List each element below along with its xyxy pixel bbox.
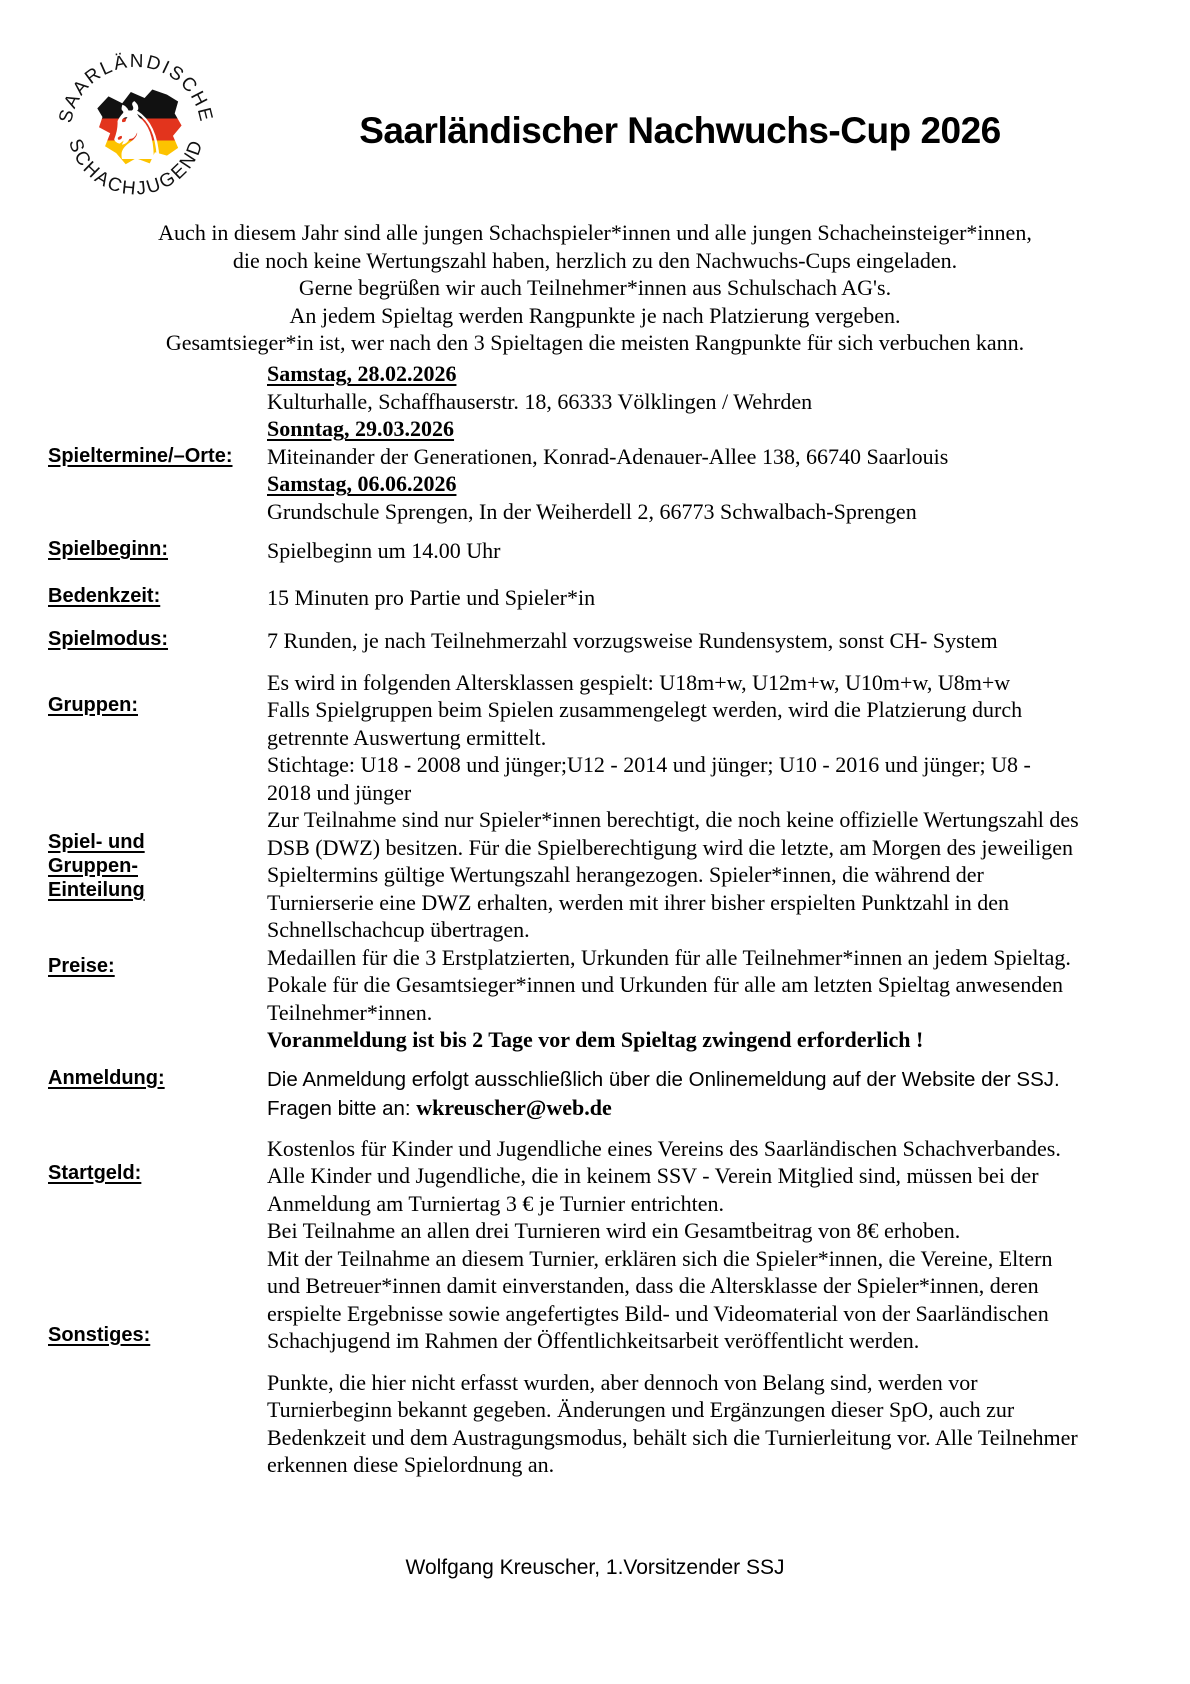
section-text: Medaillen für die 3 Erstplatzierten, Urkunden für alle Teilnehmer*innen an jedem Spieltag. Pokale für die Gesamtsieger*innen und Urkunden für alle am letzten Spieltag anwesenden Teilnehmer*innen. (267, 944, 1071, 1025)
section-text: Alle Kinder und Jugendliche, die in keinem SSV - Verein Mitglied sind, müssen bei der Anmeldung am Turniertag 3 € je Turnier entrichten. (267, 1163, 1039, 1216)
intro-line: Gerne begrüßen wir auch Teilnehmer*innen aus Schulschach AG's. (298, 275, 892, 301)
section-label: Gruppen: (48, 693, 138, 716)
event-venue: Kulturhalle, Schaffhauserstr. 18, 66333 Völklingen / Wehrden (267, 388, 813, 414)
section-text: Spielbeginn um 14.00 Uhr (267, 538, 501, 563)
event-date: Samstag, 28.02.2026 (267, 361, 457, 386)
event-venue: Miteinander der Generationen, Konrad-Adenauer-Allee 138, 66740 Saarlouis (267, 443, 949, 469)
intro-line: die noch keine Wertungszahl haben, herzlich zu den Nachwuchs-Cups eingeladen. (232, 247, 958, 273)
section-text: Bei Teilnahme an allen drei Turnieren wird ein Gesamtbeitrag von 8€ erhoben. (267, 1218, 961, 1243)
contact-line (267, 1094, 1147, 1123)
section-anmeldung (48, 1066, 1156, 1123)
section-text: Punkte, die hier nicht erfasst wurden, aber dennoch von Belang sind, werden vor Turnierbeginn bekannt gegeben. Änderungen und Ergänzungen dieser SpO, auch zur Bedenkzeit und dem Austragungsmodus, behält sich die Turnierleitung vor. Alle Teilnehmer erkennen diese Spielordnung an. (267, 1369, 1078, 1477)
section-spielbeginn (48, 537, 1156, 565)
section-label (48, 806, 267, 902)
sections (48, 360, 1156, 1479)
signature-line: Wolfgang Kreuscher, 1.Vorsitzender SSJ (405, 1556, 785, 1579)
section-label-line: Gruppen- (48, 855, 138, 877)
section-label: Spielbeginn: (48, 538, 168, 560)
contact-prefix: Fragen bitte an: (267, 1096, 417, 1120)
section-einteilung (48, 806, 1156, 944)
section-text: Mit der Teilnahme an diesem Turnier, erklären sich die Spieler*innen, die Vereine, Eltern und Betreuer*innen damit einverstanden, dass die Altersklasse der Spieler*innen, deren erspielte Ergebnisse sowie angefertigtes Bild- und Videomaterial von der Saarländischen Schachjugend im Rahmen der Öffentlichkeitsarbeit veröffentlicht werden. (267, 1245, 1053, 1353)
intro-line: Auch in diesem Jahr sind alle jungen Schachspieler*innen und alle jungen Schacheinsteiger*innen, (158, 220, 1032, 245)
section-text: Die Anmeldung erfolgt ausschließlich über die Onlinemeldung auf der Website der SSJ. (267, 1067, 1060, 1091)
section-sonstiges (48, 1323, 1156, 1479)
section-label: Spieltermine/–Orte: (48, 445, 233, 467)
section-text: Falls Spielgruppen beim Spielen zusammengelegt werden, wird die Platzierung durch getrennte Auswertung ermittelt. (267, 697, 1023, 750)
section-label: Spielmodus: (48, 628, 169, 650)
section-startgeld (48, 1135, 1156, 1355)
intro-line: An jedem Spieltag werden Rangpunkte je nach Platzierung vergeben. (289, 302, 901, 328)
event-date: Sonntag, 29.03.2026 (267, 416, 455, 441)
event-venue: Grundschule Sprengen, In der Weiherdell 2, 66773 Schwalbach-Sprengen (267, 498, 917, 524)
logo-top-arc-text: SAARLÄNDISCHE (55, 50, 217, 126)
section-label: Startgeld: (48, 1161, 142, 1184)
section-text: 7 Runden, je nach Teilnehmerzahl vorzugsweise Rundensystem, sonst CH- System (267, 628, 998, 653)
section-label: Bedenkzeit: (48, 584, 161, 607)
page-title: Saarländischer Nachwuchs-Cup 2026 (359, 110, 1001, 151)
preregistration-note: Voranmeldung ist bis 2 Tage vor dem Spieltag zwingend erforderlich ! (267, 1027, 924, 1052)
section-bedenkzeit (48, 584, 1156, 612)
section-spieltermine (48, 360, 1156, 525)
section-preise (48, 944, 1156, 1054)
section-spielmodus (48, 627, 1156, 655)
section-label: Sonstiges: (48, 1323, 151, 1346)
section-text: 15 Minuten pro Partie und Spieler*in (267, 584, 596, 610)
section-text: Stichtage: U18 - 2008 und jünger;U12 - 2014 und jünger; U10 - 2016 und jünger; U8 - 2018 und jünger (267, 752, 1031, 805)
section-text: Zur Teilnahme sind nur Spieler*innen berechtigt, die noch keine offizielle Wertungszahl des DSB (DWZ) besitzen. Für die Spielberechtigung wird die letzte, am Morgen des jeweiligen Spieltermins gültige Wertungszahl herangezogen. Spieler*innen, die während der Turnierserie eine DWZ erhalten, werden mit ihrer bisher erspielten Punktzahl in den Schnellschachcup übertragen. (267, 807, 1079, 942)
section-label-line: Spiel- und (48, 831, 145, 853)
section-label: Anmeldung: (48, 1066, 165, 1089)
section-text: Kostenlos für Kinder und Jugendliche eines Vereins des Saarländischen Schachverbandes. (267, 1135, 1061, 1161)
logo-bottom-arc-text: SCHACHJUGEND (64, 136, 209, 200)
section-text: Es wird in folgenden Altersklassen gespielt: U18m+w, U12m+w, U10m+w, U8m+w (267, 669, 1011, 695)
knight-icon: ♞ (101, 86, 173, 179)
intro-line: Gesamtsieger*in ist, wer nach den 3 Spieltagen die meisten Rangpunkte für sich verbuchen kann. (165, 330, 1025, 356)
contact-email: wkreuscher@web.de (416, 1094, 612, 1120)
section-gruppen (48, 669, 1156, 807)
event-date: Samstag, 06.06.2026 (267, 471, 457, 496)
intro-paragraph (0, 219, 1190, 357)
section-label: Preise: (48, 954, 115, 977)
section-label-line: Einteilung (48, 879, 145, 901)
